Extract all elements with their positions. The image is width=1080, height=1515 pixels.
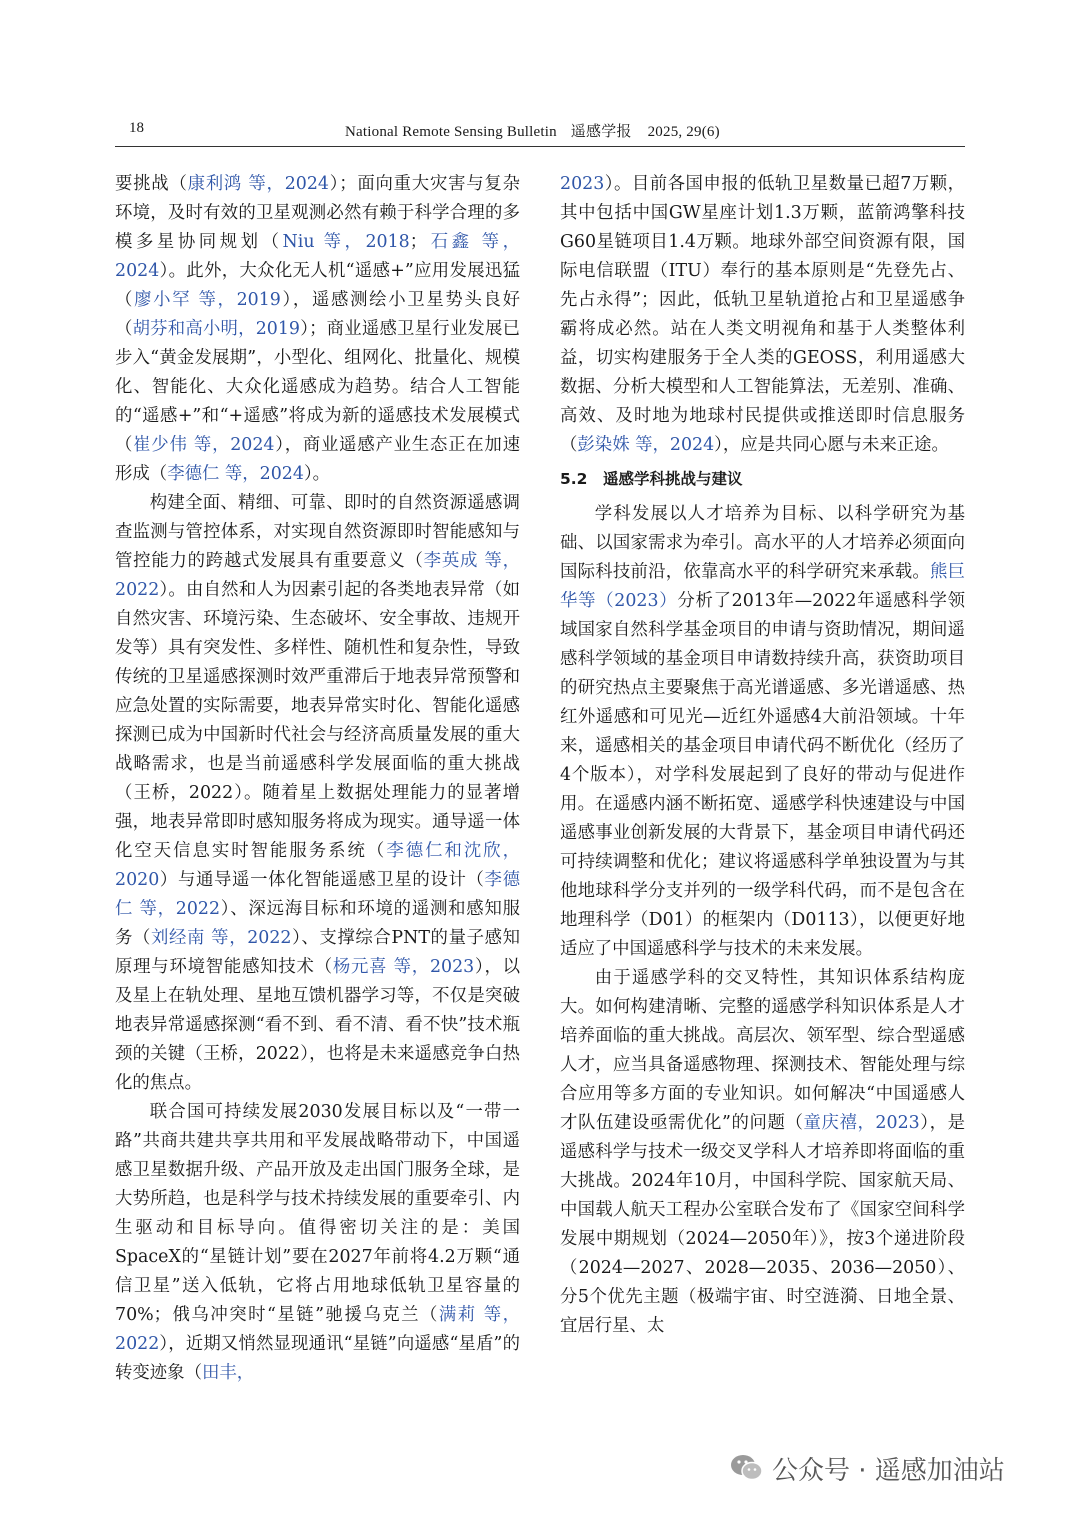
citation-link: 童庆禧，2023 — [803, 1113, 920, 1133]
paragraph — [560, 170, 965, 460]
citation-link: 康利鸿 等，2024 — [187, 174, 329, 194]
citation-link: Niu 等，2018 — [282, 232, 410, 252]
page-number: 18 — [129, 120, 144, 136]
body-text: ）；商业遥感卫星行业发展已步入“黄金发展期”，小型化、组网化、批量化、规模化、智能化、大众化遥感成为趋势。结合人工智能的“遥感+”和“+遥感”将成为新的遥感技术发展模式（ — [115, 319, 520, 455]
body-text: ）、深远海目标和环境的遥测和感知服务（ — [115, 899, 520, 948]
citation-link: 李英成 等，2022 — [115, 551, 520, 600]
body-text: ）；面向重大灾害与复杂环境，及时有效的卫星观测必然有赖于科学合理的多模多星协同规划（ — [115, 174, 520, 252]
body-text: ）与通导遥一体化智能遥感卫星的设计（ — [159, 870, 485, 890]
citation-link: 刘经南 等，2022 — [151, 928, 292, 948]
paragraph — [115, 170, 520, 489]
paragraph — [560, 964, 965, 1341]
section-heading: 5.2 遥感学科挑战与建议 — [560, 470, 743, 488]
journal-name-en: National Remote Sensing Bulletin — [345, 124, 557, 140]
right-column — [560, 170, 965, 1341]
body-text: ； — [409, 232, 428, 252]
body-text: ），近期又悄然显现通讯“星链”向遥感“星盾”的转变迹象（ — [115, 1334, 520, 1383]
body-text: 构建全面、精细、可靠、即时的自然资源遥感调查监测与管控体系，对实现自然资源即时智能感知与管控能力的跨越式发展具有重要意义（ — [115, 493, 520, 571]
citation-link: 2023 — [560, 174, 605, 194]
wechat-icon — [730, 1453, 764, 1483]
citation-link: 李德仁和沈欣，2020 — [115, 841, 520, 890]
body-text: ）。目前各国申报的低轨卫星数量已超7万颗，其中包括中国GW星座计划1.3万颗，蓝箭鸿擎科技G60星链项目1.4万颗。地球外部空间资源有限，国际电信联盟（ITU）奉行的基本原则是“先登先占、先占永得”；因此，低轨卫星轨道抢占和卫星遥感争霸将成必然。站在人类文明视角和基于人类整体利益，切实构建服务于全人类的GEOSS，利用遥感大数据、分析大模型和人工智能算法，无差别、准确、高效、及时地为地球村民提供或推送即时信息服务（ — [560, 174, 965, 455]
citation-link: 田丰， — [201, 1363, 255, 1383]
body-text: ）。此外，大众化无人机“遥感+”应用发展迅猛（ — [115, 261, 520, 310]
paragraph — [115, 489, 520, 1098]
watermark — [730, 1450, 1005, 1486]
body-text: ），应是共同心愿与未来正途。 — [714, 435, 949, 455]
watermark-text: 公众号 · 遥感加油站 — [772, 1455, 1005, 1486]
body-text: 分析了2013年—2022年遥感科学领域国家自然科学基金项目的申请与资助情况，期间遥感科学领域的基金项目申请数持续升高，获资助项目的研究热点主要聚焦于高光谱遥感、多光谱遥感、热红外遥感和可见光—近红外遥感4大前沿领域。十年来，遥感相关的基金项目申请代码不断优化（经历了4个版本），对学科发展起到了良好的带动与促进作用。在遥感内涵不断拓宽、遥感学科快速建设与中国遥感事业创新发展的大背景下，基金项目申请代码还可持续调整和优化；建议将遥感科学单独设置为与其他地球科学分支并列的一级学科代码，而不是包含在地理科学（D01）的框架内（D0113），以便更好地适应了中国遥感科学与技术的未来发展。 — [560, 591, 965, 959]
journal-title — [345, 120, 720, 141]
citation-link: 李德仁 等，2024 — [167, 464, 304, 484]
body-text: 学科发展以人才培养为目标、以科学研究为基础、以国家需求为牵引。高水平的人才培养必须面向国际科技前沿，依靠高水平的科学研究来承载。 — [560, 504, 965, 582]
running-header — [115, 118, 965, 147]
citation-link: 杨元喜 等，2023 — [332, 957, 475, 977]
body-text: ），商业遥感产业生态正在加速形成（ — [115, 435, 520, 484]
body-text: 要挑战（ — [115, 174, 188, 194]
journal-volume: 2025, 29(6) — [647, 124, 720, 140]
body-text: 由于遥感学科的交叉特性，其知识体系结构庞大。如何构建清晰、完整的遥感学科知识体系是人才培养面临的重大挑战。高层次、领军型、综合型遥感人才，应当具备遥感物理、探测技术、智能处理与综合应用等多方面的专业知识。如何解决“中国遥感人才队伍建设亟需优化”的问题（ — [560, 968, 965, 1133]
citation-link: 崔少伟 等，2024 — [133, 435, 275, 455]
body-text: ）、支撑综合PNT的量子感知原理与环境智能感知技术（ — [115, 928, 520, 977]
left-column — [115, 170, 520, 1388]
body-text: ），以及星上在轨处理、星地互馈机器学习等，不仅是突破地表异常遥感探测“看不到、看不清、看不快”技术瓶颈的关键（王桥，2022），也将是未来遥感竞争白热化的焦点。 — [115, 957, 520, 1093]
citation-link: 廖小罕 等，2019 — [134, 290, 281, 310]
body-text: 联合国可持续发展2030发展目标以及“一带一路”共商共建共享共用和平发展战略带动下，中国遥感卫星数据升级、产品开放及走出国门服务全球，是大势所趋，也是科学与技术持续发展的重要牵引、内生驱动和目标导向。值得密切关注的是：美国SpaceX的“星链计划”要在2027年前将4.2万颗“通信卫星”送入低轨，它将占用地球低轨卫星容量的70%；俄乌冲突时“星链”驰援乌克兰（ — [115, 1102, 520, 1325]
body-text: ），遥感测绘小卫星势头良好（ — [115, 290, 520, 339]
body-text: ），是遥感科学与技术一级交叉学科人才培养即将面临的重大挑战。2024年10月，中国科学院、国家航天局、中国载人航天工程办公室联合发布了《国家空间科学发展中期规划（2024—2050年）》，按3个递进阶段（2024—2027、2028—2035、2036—2050）、分5个优先主题（极端宇宙、时空涟漪、日地全景、宜居行星、太 — [560, 1113, 965, 1336]
body-text: ）。由自然和人为因素引起的各类地表异常（如自然灾害、环境污染、生态破坏、安全事故、违规开发等）具有突发性、多样性、随机性和复杂性，导致传统的卫星遥感探测时效严重滞后于地表异常预警和应急处置的实际需要，地表异常实时化、智能化遥感探测已成为中国新时代社会与经济高质量发展的重大战略需求，也是当前遥感科学发展面临的重大挑战（王桥，2022）。随着星上数据处理能力的显著增强，地表异常即时感知服务将成为现实。通导遥一体化空天信息实时智能服务系统（ — [115, 580, 520, 861]
paragraph — [115, 1098, 520, 1388]
citation-link: 满莉 等，2022 — [115, 1305, 520, 1354]
citation-link: 胡芬和高小明，2019 — [132, 319, 300, 339]
journal-name-cn: 遥感学报 — [570, 124, 632, 140]
citation-link: 李德仁 等，2022 — [115, 870, 520, 919]
citation-link: 彭染姝 等，2024 — [577, 435, 715, 455]
citation-link: 熊巨华等（2023） — [560, 562, 965, 611]
paragraph — [560, 500, 965, 964]
body-text: ）。 — [303, 464, 331, 484]
citation-link: 石鑫 等，2024 — [115, 232, 521, 281]
